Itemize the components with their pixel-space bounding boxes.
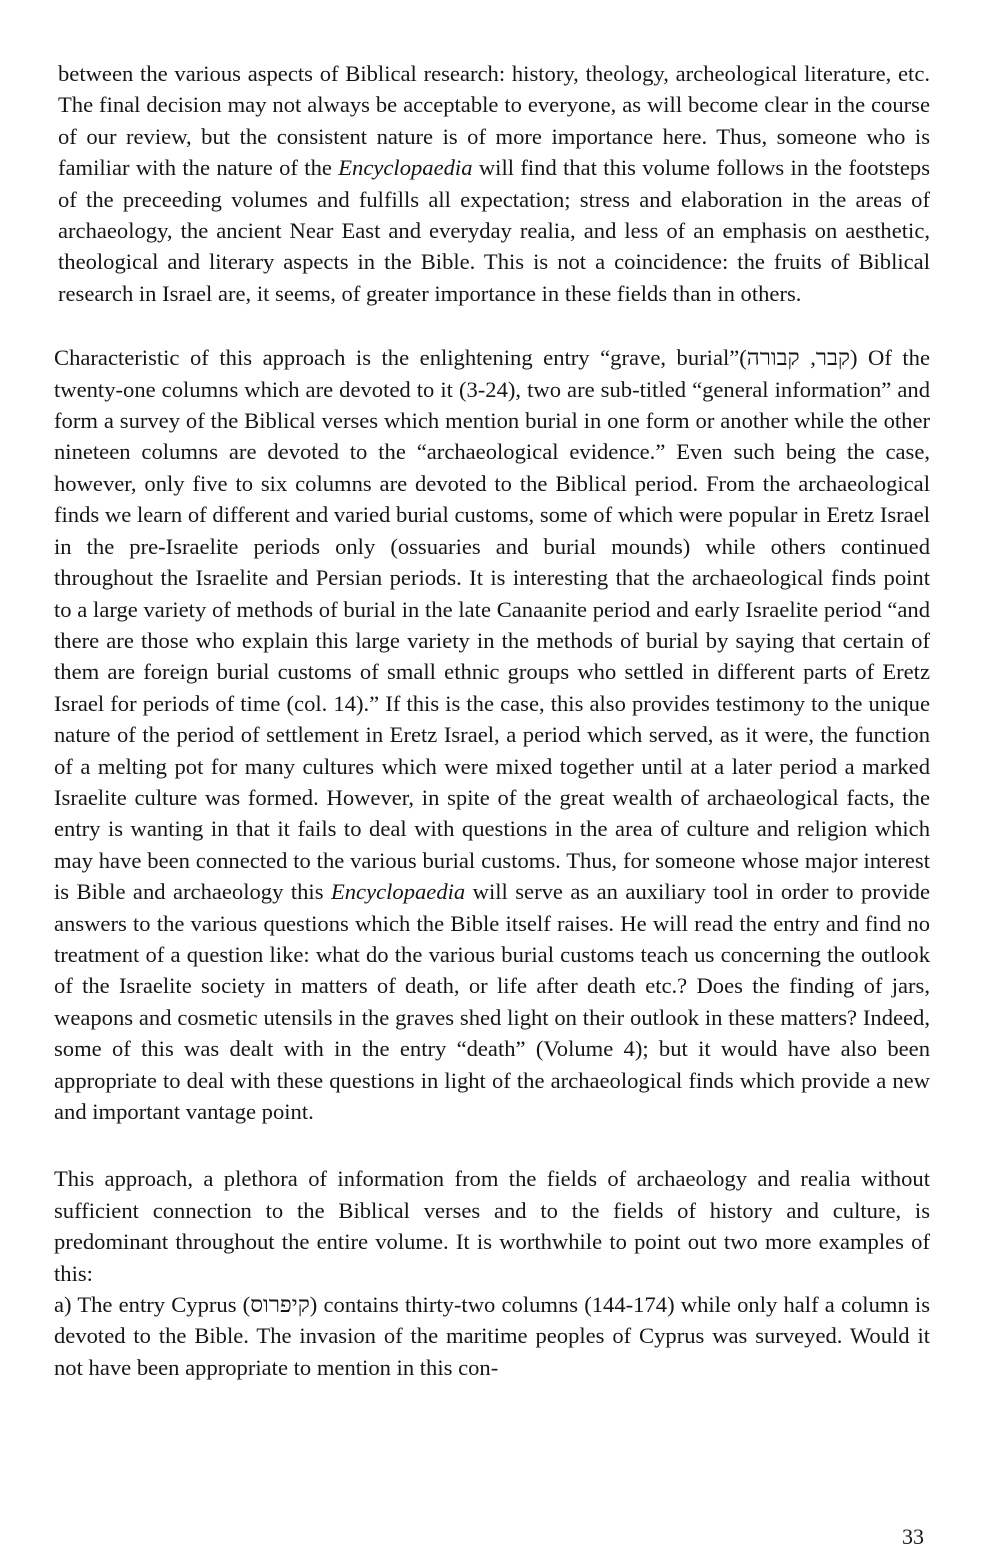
paragraph-example-cyprus <box>54 1289 930 1383</box>
paragraph-text: This approach, a plethora of information from the fields of archaeology and realia without sufficient connection to the Biblical verses and to the fields of history and culture, is predominant throughout the entire volume. It is worthwhile to point out two more examples of this: <box>54 1166 930 1286</box>
paragraph-text: will find that this volume follows in the footsteps of the preceeding volumes and fulfills all expectation; stress and elaboration in the areas of archaeology, the ancient Near East and everyday realia, and less of an emphasis on aesthetic, theological and literary aspects in the Bible. This is not a coincidence: the fruits of Biblical research in Israel are, it seems, of greater importance in these fields than in others. <box>58 155 931 306</box>
paragraph-text: will serve as an auxiliary tool in order to provide answers to the various questions which the Bible itself raises. He will read the entry and find no treatment of a question like: what do the various burial customs teach us concerning the outlook of the Israelite society in matters of death, or life after death etc.? Does the finding of jars, weapons and cosmetic utensils in the graves shed light on their outlook in these matters? Indeed, some of this was dealt with in the entry “death” (Volume 4); but it would have also been appropriate to deal with these questions in light of the archaeological finds which provide a new and important vantage point. <box>54 879 930 1124</box>
encyclopaedia-title: Encyclopaedia <box>338 155 473 181</box>
paragraph-intro <box>54 58 930 309</box>
encyclopaedia-title: Encyclopaedia <box>330 879 466 905</box>
paragraph-text: Characteristic of this approach is the enlightening entry “grave, burial”(קבר, קבורה) Of the twenty-one columns which are devoted to it (3-24), two are sub-titled “general information” and form a survey of the Biblical verses which mention burial in one form or another while the other nineteen columns are devoted to the “archaeological evidence.” Even such being the case, however, only five to six columns are devoted to the Biblical period. From the archaeological finds we learn of different and varied burial customs, some of which were popular in Eretz Israel in the pre-Israelite periods only (ossuaries and burial mounds) while others continued throughout the Israelite and Persian periods. It is interesting that the archaeological finds point to a large variety of methods of burial in the late Canaanite period and early Israelite period “and there are those who explain this large variety in the methods of burial by saying that certain of them are foreign burial customs of small ethnic groups who settled in different parts of Eretz Israel for periods of time (col. 14).” If this is the case, this also provides testimony to the unique nature of the period of settlement in Eretz Israel, a period which served, as it were, the function of a melting pot for many cultures which were mixed together until at a later period a marked Israelite culture was formed. However, in spite of the great wealth of archaeological facts, the entry is wanting in that it fails to deal with questions in the area of culture and religion which may have been connected to the various burial customs. Thus, for someone whose major interest is Bible and archaeology this <box>54 345 931 905</box>
page-number: 33 <box>902 1524 924 1549</box>
paragraph-grave-burial <box>54 342 930 1127</box>
paragraph-approach <box>54 1163 930 1289</box>
paragraph-text: a) The entry Cyprus (קיפרוס) contains thirty-two columns (144-174) while only half a column is devoted to the Bible. The invasion of the maritime peoples of Cyprus was surveyed. Would it not have been appropriate to mention in this con- <box>54 1292 930 1380</box>
paragraph-text: between the various aspects of Biblical research: history, theology, archeological literature, etc. The final decision may not always be acceptable to everyone, as will become clear in the course of our review, but the consistent nature is of more importance here. Thus, someone who is familiar with the nature of the <box>58 61 930 181</box>
